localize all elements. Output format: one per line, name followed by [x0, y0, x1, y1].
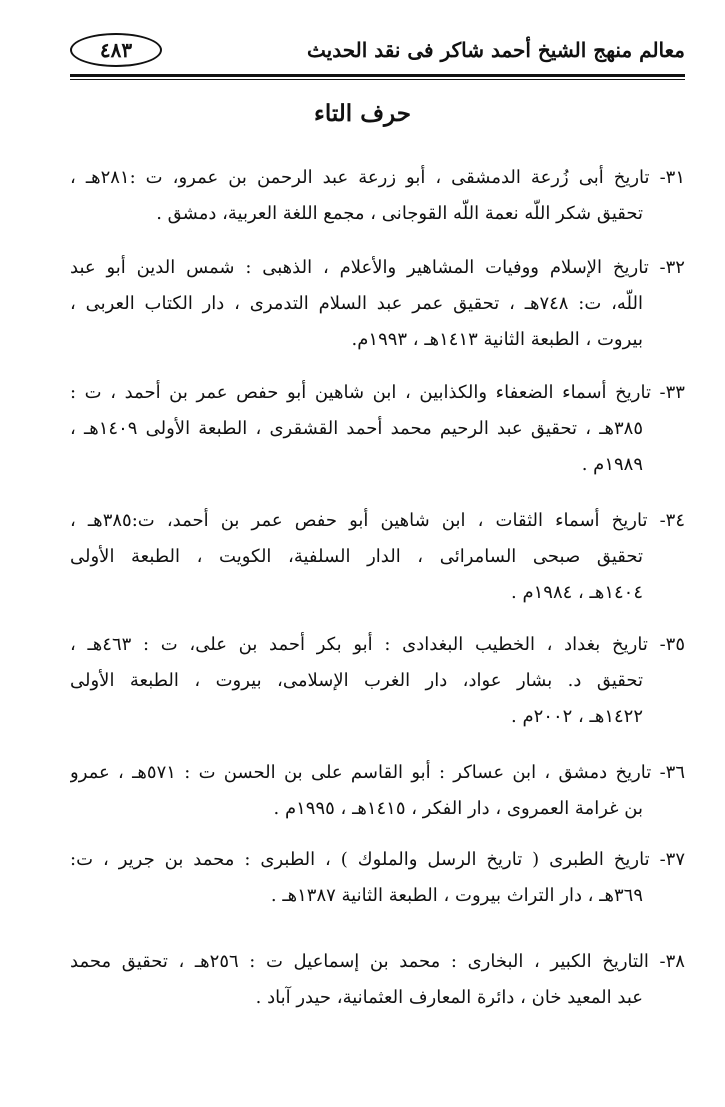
entry-text: تاريخ أبى زُرعة الدمشقى ، أبو زرعة عبد الرحمن بن عمرو، ت :٢٨١هـ ،	[70, 167, 650, 188]
entry-text: التاريخ الكبير ، البخارى : محمد بن إسماعيل ت : ٢٥٦هـ ، تحقيق محمد	[70, 951, 649, 972]
entry-number: ٣٥-	[659, 634, 685, 655]
entry-number: ٣٢-	[659, 257, 685, 278]
entry-text: تاريخ بغداد ، الخطيب البغدادى : أبو بكر أحمد بن على، ت : ٤٦٣هـ ،	[70, 634, 648, 655]
page-header	[70, 28, 685, 72]
entry-line	[70, 250, 685, 286]
entry-line: بن غرامة العمروى ، دار الفكر ، ١٤١٥هـ ، ١٩٩٥م .	[273, 798, 643, 819]
entry-number: ٣٨-	[659, 951, 685, 972]
entry-line	[70, 375, 685, 411]
entry-text: تاريخ أسماء الثقات ، ابن شاهين أبو حفص عمر بن أحمد، ت:٣٨٥هـ ،	[70, 510, 648, 531]
bibliography-entry	[70, 627, 685, 735]
entry-number: ٣١-	[659, 167, 685, 188]
entry-line: اللّه، ت: ٧٤٨هـ ، تحقيق عمر عبد السلام التدمرى ، دار الكتاب العربى ،	[70, 293, 644, 314]
entry-text: تاريخ الطبرى ( تاريخ الرسل والملوك ) ، الطبرى : محمد بن جرير ، ت:	[70, 849, 650, 870]
running-title: معالم منهج الشيخ أحمد شاكر فى نقد الحديث	[307, 38, 685, 62]
section-title: حرف التاء	[314, 100, 411, 127]
entry-line	[70, 627, 685, 663]
entry-line: بيروت ، الطبعة الثانية ١٤١٣هـ ، ١٩٩٣م.	[351, 329, 643, 350]
entry-number: ٣٦-	[659, 762, 685, 783]
entry-line	[70, 842, 685, 878]
bibliography-entry	[70, 842, 685, 914]
bibliography-entry	[70, 755, 685, 827]
entry-number: ٣٤-	[659, 510, 685, 531]
entry-line	[70, 944, 685, 980]
bibliography-entry	[70, 375, 685, 483]
bibliography-entry	[70, 160, 685, 232]
entry-line: ١٩٨٩م .	[581, 454, 643, 475]
bibliography-entry	[70, 250, 685, 358]
entry-line	[70, 160, 685, 196]
bibliography-entry	[70, 503, 685, 611]
entry-line: ١٤٢٢هـ ، ٢٠٠٢م .	[511, 706, 643, 727]
entry-line: ٣٦٩هـ ، دار التراث بيروت ، الطبعة الثانية ١٣٨٧هـ .	[270, 885, 643, 906]
entry-line: ٣٨٥هـ ، تحقيق عبد الرحيم محمد أحمد القشقرى ، الطبعة الأولى ١٤٠٩هـ ،	[70, 418, 643, 439]
entry-line	[70, 755, 685, 791]
entry-text: تاريخ الإسلام ووفيات المشاهير والأعلام ، الذهبى : شمس الدين أبو عبد	[70, 257, 649, 278]
page-number: ٤٨٣	[70, 33, 162, 67]
entry-text: تاريخ دمشق ، ابن عساكر : أبو القاسم على بن الحسن ت : ٥٧١هـ ، عمرو	[70, 762, 652, 783]
entry-line	[70, 503, 685, 539]
entry-line: تحقيق صبحى السامرائى ، الدار السلفية، الكويت ، الطبعة الأولى	[70, 546, 643, 567]
entry-text: تاريخ أسماء الضعفاء والكذابين ، ابن شاهين أبو حفص عمر بن أحمد ، ت :	[70, 382, 651, 403]
entry-line: تحقيق شكر اللّه نعمة اللّه القوجانى ، مجمع اللغة العربية، دمشق .	[156, 203, 643, 224]
header-rule-thick	[70, 74, 685, 77]
entry-number: ٣٣-	[659, 382, 685, 403]
entry-line: تحقيق د. بشار عواد، دار الغرب الإسلامى، بيروت ، الطبعة الأولى	[70, 670, 643, 691]
entry-line: ١٤٠٤هـ ، ١٩٨٤م .	[511, 582, 643, 603]
bibliography-entry	[70, 944, 685, 1016]
entry-line: عبد المعيد خان ، دائرة المعارف العثمانية، حيدر آباد .	[255, 987, 643, 1008]
entry-number: ٣٧-	[659, 849, 685, 870]
header-rule-thin	[70, 79, 685, 80]
